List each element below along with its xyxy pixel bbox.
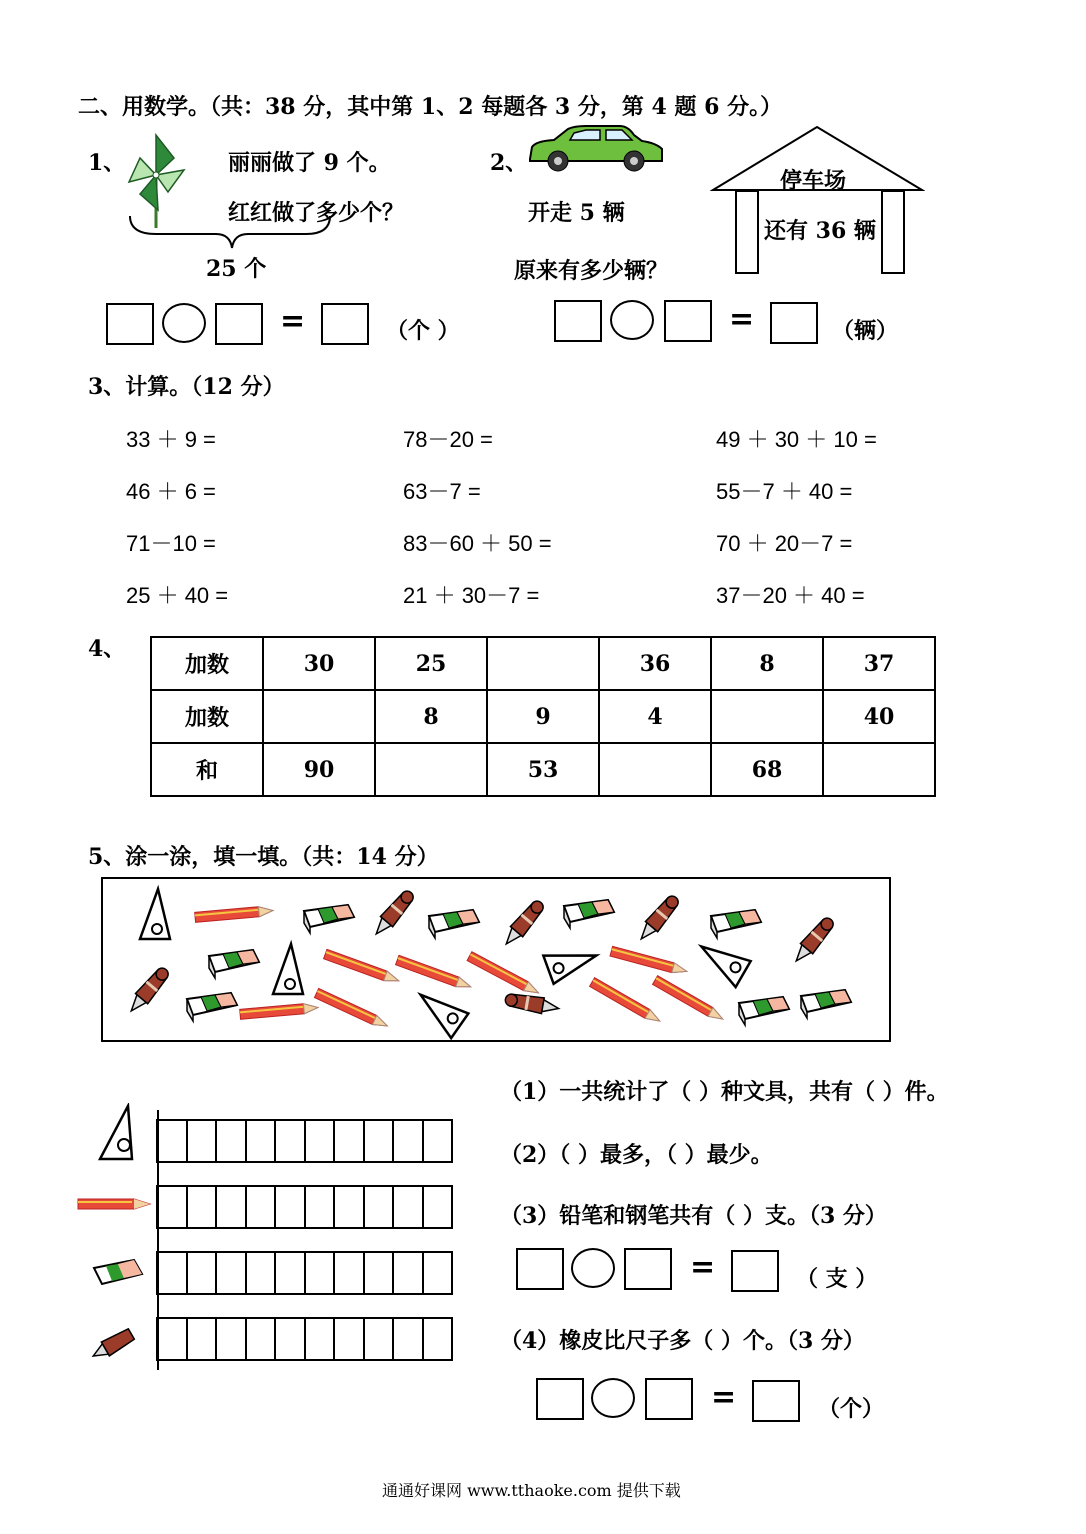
- q3-title: 3、计算。（12 分）: [88, 374, 285, 400]
- q2-unit: （辆）: [832, 318, 899, 344]
- calc-problem: 63－7 =: [403, 479, 481, 504]
- calc-problem: 83－60 ＋ 50 =: [403, 531, 552, 556]
- footer-text: 通通好课网 www.tthaoke.com 提供下载: [382, 1481, 681, 1500]
- eraser-icon: [564, 900, 614, 928]
- stationery-scatter: [103, 879, 889, 1040]
- pen-icon: [635, 892, 682, 944]
- calc-problem: 46 ＋ 6 =: [126, 479, 216, 504]
- q1-result-box[interactable]: [321, 303, 369, 345]
- bar-grid-row-pencil[interactable]: [158, 1185, 453, 1229]
- table-cell[interactable]: 25: [375, 637, 487, 690]
- table-row: [151, 743, 935, 796]
- calc-problem: 21 ＋ 30－7 =: [403, 583, 540, 608]
- pen-icon: [504, 991, 560, 1016]
- table-cell[interactable]: [823, 743, 935, 796]
- eraser-icon: [429, 910, 479, 938]
- q5-4-answer-box-1[interactable]: [536, 1378, 584, 1420]
- q1-answer-box-2[interactable]: [215, 303, 263, 345]
- addition-table: [150, 636, 936, 797]
- eraser-icon: [711, 910, 761, 938]
- eraser-icon: [304, 905, 354, 933]
- table-cell[interactable]: 30: [263, 637, 375, 690]
- q5-title: 5、涂一涂，填一填。（共：14 分）: [88, 844, 439, 870]
- ruler-icon: [273, 944, 303, 994]
- pen-icon: [84, 1320, 144, 1370]
- pencil-icon: [653, 976, 726, 1024]
- pencil-icon: [396, 955, 473, 991]
- q5-3-result-box[interactable]: [731, 1250, 779, 1292]
- q5-3-unit: （ 支 ）: [796, 1266, 878, 1292]
- q2-answer-box-2[interactable]: [664, 300, 712, 342]
- calc-problem: 71－10 =: [126, 531, 216, 556]
- calc-problem: 55－7 ＋ 40 =: [716, 479, 853, 504]
- pencil-icon: [195, 906, 274, 923]
- section-title: 二、用数学。（共：38 分，其中第 1、2 每题各 3 分，第 4 题 6 分。）: [78, 94, 783, 120]
- q2-answer-box-1[interactable]: [554, 300, 602, 342]
- pencil-icon: [610, 946, 688, 976]
- calc-problem: 70 ＋ 20－7 =: [716, 531, 853, 556]
- q1-unit: （个 ）: [386, 318, 460, 344]
- q1-operator-circle[interactable]: [162, 303, 206, 343]
- table-cell[interactable]: [263, 690, 375, 743]
- pencil-icon: [240, 1003, 319, 1020]
- bar-grid-row-ruler[interactable]: [158, 1119, 453, 1163]
- q5-4-result-box[interactable]: [752, 1380, 800, 1422]
- table-cell: 加数: [151, 690, 263, 743]
- q2-equals: =: [729, 302, 755, 337]
- calc-problem: 78－20 =: [403, 427, 493, 452]
- q2-number: 2、: [490, 150, 528, 176]
- parking-lot-icon: [710, 124, 925, 276]
- pen-icon: [790, 914, 837, 966]
- q2-result-box[interactable]: [770, 302, 818, 344]
- q5-4-unit: （个）: [818, 1396, 885, 1422]
- q5-4-equals: =: [711, 1380, 737, 1415]
- garage-title: 停车场: [780, 168, 847, 194]
- q5-4-answer-box-2[interactable]: [645, 1378, 693, 1420]
- pencil-icon: [324, 949, 401, 985]
- q5-item-4: （4）橡皮比尺子多（ ）个。（3 分）: [500, 1328, 865, 1354]
- eraser-icon: [801, 990, 851, 1018]
- garage-text: 还有 36 辆: [764, 218, 876, 244]
- table-cell[interactable]: [599, 743, 711, 796]
- ruler-icon: [140, 889, 170, 939]
- calc-problem: 49 ＋ 30 ＋ 10 =: [716, 427, 877, 452]
- table-cell[interactable]: 36: [599, 637, 711, 690]
- q1-number: 1、: [88, 150, 126, 176]
- q2-question: 原来有多少辆？: [514, 258, 669, 284]
- calc-problem: 37－20 ＋ 40 =: [716, 583, 865, 608]
- table-row: [151, 637, 935, 690]
- q4-number: 4、: [88, 636, 126, 662]
- table-cell[interactable]: [711, 690, 823, 743]
- q5-3-answer-box-1[interactable]: [516, 1248, 564, 1290]
- q5-item-1: （1）一共统计了（ ）种文具，共有（ ）件。: [500, 1079, 949, 1105]
- pen-icon: [125, 964, 172, 1016]
- table-cell[interactable]: [375, 743, 487, 796]
- bar-grid-row-eraser[interactable]: [158, 1251, 453, 1295]
- brace-icon: [126, 212, 336, 252]
- q5-4-operator-circle[interactable]: [591, 1378, 635, 1418]
- eraser-icon: [209, 950, 259, 978]
- pencil-icon: [314, 988, 389, 1030]
- q1-answer-box-1[interactable]: [106, 303, 154, 345]
- pencil-icon: [467, 952, 541, 997]
- table-cell[interactable]: 4: [599, 690, 711, 743]
- table-row: [151, 690, 935, 743]
- eraser-icon: [88, 1254, 148, 1294]
- q5-3-equals: =: [690, 1250, 716, 1285]
- pen-icon: [370, 887, 417, 939]
- eraser-icon: [187, 993, 237, 1021]
- bar-grid-row-pen[interactable]: [158, 1317, 453, 1361]
- table-cell[interactable]: 8: [375, 690, 487, 743]
- calc-problem: 33 ＋ 9 =: [126, 427, 216, 452]
- pencil-icon: [74, 1192, 154, 1216]
- stationery-picture-frame: [101, 877, 891, 1042]
- q2-operator-circle[interactable]: [610, 300, 654, 340]
- table-cell[interactable]: 40: [823, 690, 935, 743]
- ruler-icon: [692, 936, 750, 987]
- calc-problem: 25 ＋ 40 =: [126, 583, 229, 608]
- ruler-icon: [98, 1103, 138, 1163]
- q5-3-answer-box-2[interactable]: [624, 1248, 672, 1290]
- pencil-icon: [590, 978, 663, 1026]
- table-cell[interactable]: [487, 637, 599, 690]
- q5-item-2: （2）（ ）最多，（ ）最少。: [500, 1142, 773, 1168]
- table-cell[interactable]: 53: [487, 743, 599, 796]
- car-icon: [524, 125, 666, 175]
- q1-line2: 红红做了多少个？: [228, 200, 405, 226]
- ruler-icon: [410, 985, 468, 1038]
- table-cell: 和: [151, 743, 263, 796]
- q1-total: 25 个: [206, 256, 267, 282]
- pen-icon: [500, 897, 547, 949]
- table-cell[interactable]: 68: [711, 743, 823, 796]
- q1-equals: =: [280, 304, 306, 339]
- q1-line1: 丽丽做了 9 个。: [228, 150, 391, 176]
- table-cell[interactable]: 37: [823, 637, 935, 690]
- q5-item-3: （3）铅笔和钢笔共有（ ）支。（3 分）: [500, 1203, 887, 1229]
- table-cell: 加数: [151, 637, 263, 690]
- q5-3-operator-circle[interactable]: [571, 1248, 615, 1288]
- table-cell[interactable]: 90: [263, 743, 375, 796]
- eraser-icon: [739, 997, 789, 1025]
- table-cell[interactable]: 8: [711, 637, 823, 690]
- table-cell[interactable]: 9: [487, 690, 599, 743]
- ruler-icon: [543, 939, 600, 984]
- q2-left-text: 开走 5 辆: [528, 200, 625, 226]
